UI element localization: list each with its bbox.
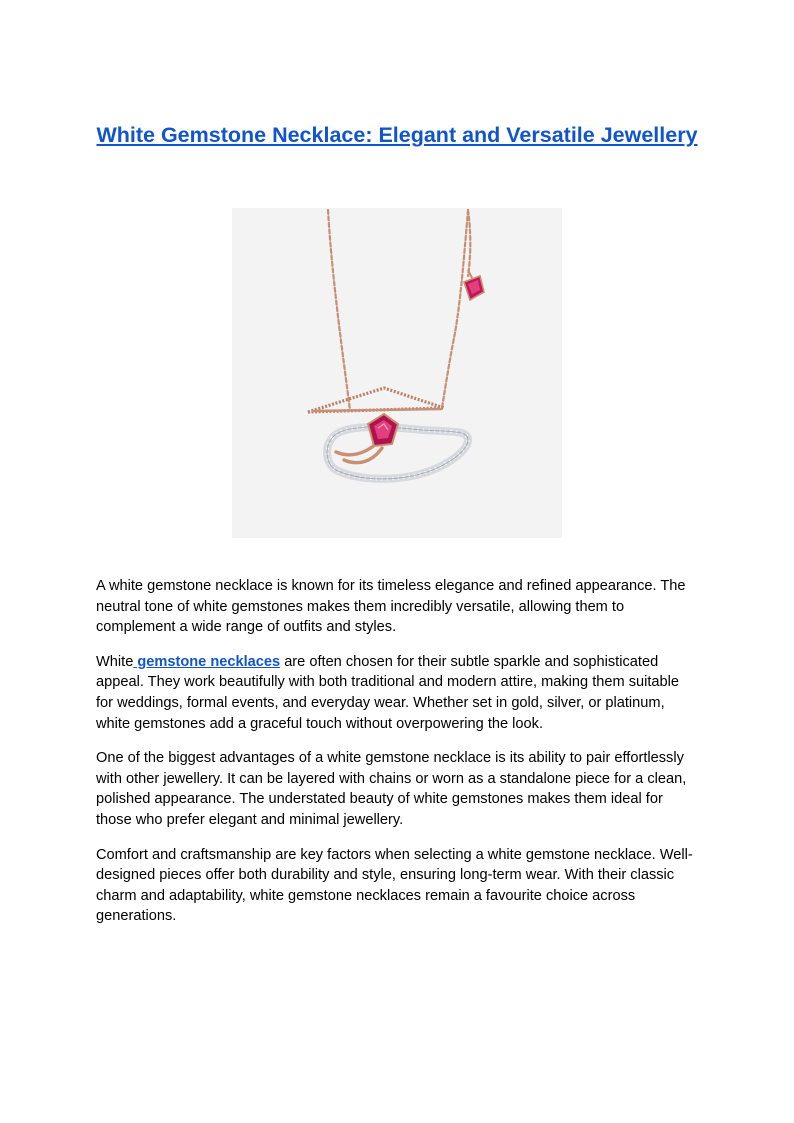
title-link[interactable]: White Gemstone Necklace: Elegant and Versatile Jewellery <box>96 123 698 147</box>
paragraph-appeal <box>96 652 700 734</box>
paragraph-lead-text: White <box>96 653 134 670</box>
necklace-illustration <box>232 208 562 538</box>
page-title <box>96 120 698 151</box>
paragraph-intro: A white gemstone necklace is known for its timeless elegance and refined appearance. The neutral tone of white gemstones makes them incredibly versatile, allowing them to complement a wide range of outfits and styles. <box>96 578 686 636</box>
paragraph-pairing: One of the biggest advantages of a white gemstone necklace is its ability to pair effortlessly with other jewellery. It can be layered with chains or worn as a standalone piece for a clean, polished appearance. The understated beauty of white gemstones makes them ideal for those who prefer elegant and minimal jewellery. <box>96 750 687 828</box>
paragraph-rest-text: are often chosen for their subtle sparkle and sophisticated appeal. They work beautifully with both traditional and modern attire, making them suitable for weddings, formal events, and everyday wear. Whether set in gold, silver, or platinum, white gemstones add a graceful touch without overpowering the look. <box>96 653 679 732</box>
gemstone-necklaces-link[interactable]: gemstone necklaces <box>133 653 281 670</box>
necklace-product-image <box>232 208 562 538</box>
paragraph-craftsmanship: Comfort and craftsmanship are key factors when selecting a white gemstone necklace. Well-designed pieces offer both durability and style, ensuring long-term wear. With their classic charm and adaptability, white gemstone necklaces remain a favourite choice across generations. <box>96 846 693 925</box>
article-body <box>96 576 700 941</box>
